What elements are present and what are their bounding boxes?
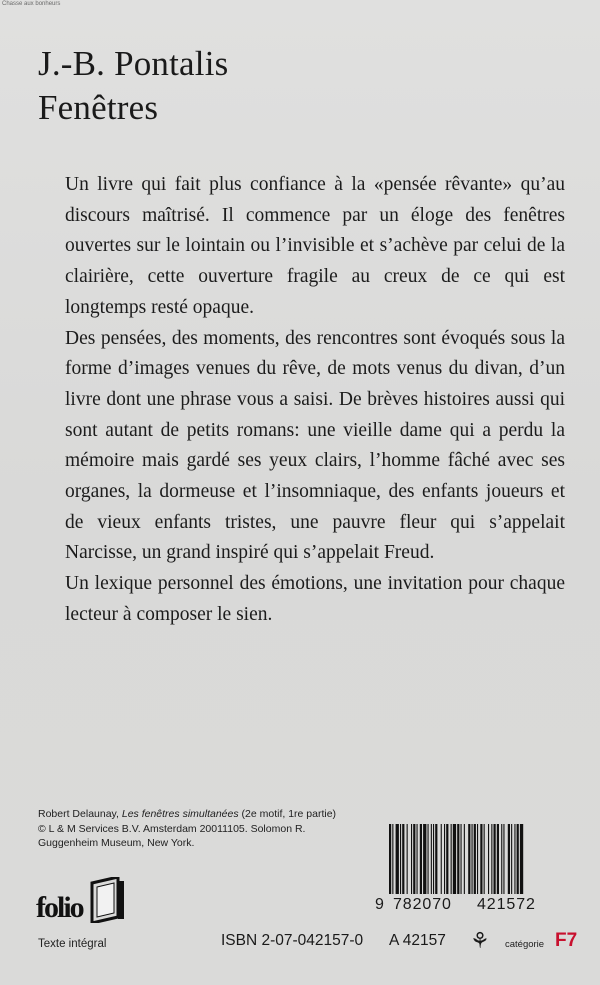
watermark-text: Chasse aux bonheurs (2, 1, 61, 7)
barcode-bar (407, 824, 408, 894)
barcode-bar (413, 824, 415, 894)
barcode-bar (472, 824, 473, 894)
barcode-bar (435, 824, 437, 894)
author-name: J.-B. Pontalis (38, 44, 229, 83)
barcode-bar (494, 824, 496, 894)
barcode-bar (453, 824, 456, 894)
barcode-bar (497, 824, 499, 894)
barcode-bar (444, 824, 445, 894)
barcode-bar (441, 824, 442, 894)
barcode-bar (484, 824, 485, 894)
barcode-bar (514, 824, 515, 894)
barcode-bar (420, 824, 422, 894)
barcode-right-digits: 421572 (477, 896, 536, 913)
barcode-bars (367, 824, 573, 896)
barcode-bar (451, 824, 452, 894)
distributor-logo-icon: ⚘ (470, 928, 490, 953)
barcode-bar (501, 824, 502, 894)
barcode-bar (517, 824, 519, 894)
barcode-bar (402, 824, 404, 894)
barcode-bar (446, 824, 448, 894)
barcode-bar (396, 824, 399, 894)
barcode-bar (474, 824, 476, 894)
credit-artist: Robert Delaunay, (38, 808, 119, 820)
blurb-paragraph: Des pensées, des moments, des rencontres sont évoqués sous la forme d’images venues du rêve, de mots venus du divan, d’un livre dont une phrase vous a saisi. De brèves histoires aussi qui sont autant de petits romans: une vieille dame qui a perdu la mémoire mais gardé ses yeux clairs, l’homme fâché avec ses organes, la dormeuse et l’insomniaque, des enfants joueurs et de vieux enfants tristes, une pauvre fleur qui s’appelait Narcisse, un grand inspiré qui s’appelait Freud. (65, 327, 565, 564)
barcode-bar (468, 824, 470, 894)
credit-line-3: Guggenheim Museum, New York. (38, 837, 195, 849)
category-label: catégorie (505, 939, 545, 950)
barcode-bar (417, 824, 418, 894)
barcode-bar (520, 824, 523, 894)
blurb-text (65, 170, 565, 631)
folio-window-icon (88, 877, 126, 923)
cover-art-credit (38, 807, 336, 851)
credit-artwork: Les fenêtres simultanées (121, 808, 239, 820)
credit-line-1 (38, 807, 336, 822)
barcode-bar (464, 824, 465, 894)
barcode-left-digits: 782070 (393, 896, 452, 913)
barcode-bar (423, 824, 426, 894)
barcode-bar (477, 824, 478, 894)
barcode (367, 824, 573, 920)
barcode-bar (411, 824, 412, 894)
barcode-bar (480, 824, 482, 894)
barcode-bar (389, 824, 391, 894)
category-code: F7 (555, 930, 578, 951)
barcode-bar (457, 824, 459, 894)
barcode-bar (392, 824, 393, 894)
folio-logo-text: folio (36, 891, 83, 924)
barcode-bar (488, 824, 489, 894)
barcode-bar (431, 824, 432, 894)
barcode-first-digit: 9 (375, 896, 384, 913)
barcode-bar (433, 824, 434, 894)
blurb-paragraph: Un lexique personnel des émotions, une invitation pour chaque lecteur à composer le sien. (65, 573, 565, 625)
barcode-bar (491, 824, 492, 894)
isbn-number: ISBN 2-07-042157-0 (221, 932, 364, 949)
credit-line-2: © L & M Services B.V. Amsterdam 20011105. Solomon R. (38, 822, 306, 835)
barcode-bar (428, 824, 429, 894)
catalog-number: A 42157 (389, 932, 446, 949)
book-title: Fenêtres (38, 88, 159, 127)
folio-logo (36, 877, 136, 927)
edition-label: Texte intégral (38, 938, 107, 950)
credit-detail: (2e motif, 1re partie) (241, 808, 337, 820)
barcode-bar (511, 824, 512, 894)
barcode-bar (503, 824, 504, 894)
barcode-bar (461, 824, 462, 894)
blurb-paragraph: Un livre qui fait plus confiance à la «pensée rêvante» qu’au discours maîtrisé. Il commence par un éloge des fenêtres ouvertes sur le lointain ou l’invisible et s’achève par celui de la clairière, cette ouverture fragile au creux de ce qui est longtemps resté opaque. (65, 174, 565, 318)
barcode-bar (400, 824, 401, 894)
barcode-bar (508, 824, 510, 894)
